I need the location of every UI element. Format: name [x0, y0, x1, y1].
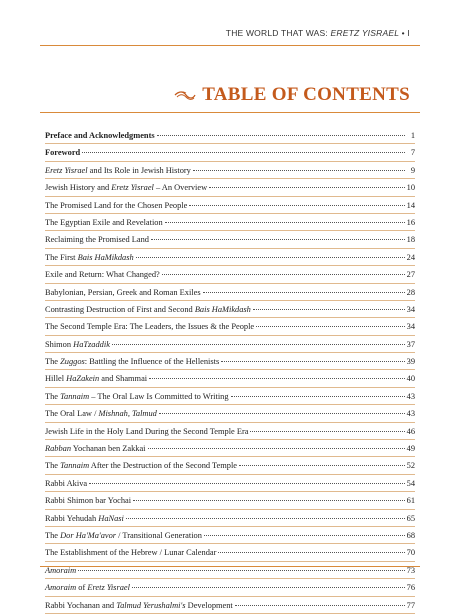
running-head-prefix: THE WORLD THAT WAS:	[225, 28, 331, 38]
toc-entry[interactable]	[45, 284, 415, 301]
toc-entry-title	[45, 405, 157, 422]
toc-entry[interactable]	[45, 127, 415, 144]
toc-dot-leader	[136, 251, 405, 258]
toc-entry[interactable]	[45, 214, 415, 231]
toc-entry-title	[45, 457, 237, 474]
toc-entry-title	[45, 370, 147, 387]
toc-entry-title-part: After the Destruction of the Second Temple	[89, 461, 238, 471]
toc-entry[interactable]	[45, 440, 415, 457]
toc-entry[interactable]	[45, 179, 415, 196]
toc-entry-title-part: Babylonian, Persian, Greek and Roman Exiles	[45, 287, 201, 297]
toc-entry[interactable]	[45, 144, 415, 161]
toc-page-number: 54	[406, 478, 415, 488]
toc-entry-title-part: Dor Ha'Ma'avor	[60, 530, 117, 540]
toc-page-number: 9	[410, 165, 415, 175]
toc-page-number: 52	[406, 461, 415, 471]
toc-page-number: 73	[406, 565, 415, 575]
toc-entry[interactable]	[45, 370, 415, 387]
toc-entry-title	[45, 510, 124, 527]
toc-page-number: 34	[406, 322, 415, 332]
toc-entry-title-part: The	[45, 391, 61, 401]
toc-page-number: 27	[406, 270, 415, 280]
toc-entry-title-part: Jewish Life in the Holy Land During the Second Temple Era	[45, 426, 249, 436]
toc-entry[interactable]	[45, 231, 415, 248]
toc-dot-leader	[193, 164, 405, 171]
toc-entry-title-part: The Establishment of the Hebrew / Lunar Calendar	[45, 548, 217, 558]
toc-page-number: 68	[406, 530, 415, 540]
title-rule	[40, 112, 420, 113]
toc-entry-title-part: Amoraim	[45, 565, 77, 575]
toc-entry-title-part: Reclaiming the Promised Land	[45, 235, 149, 245]
toc-entry-title	[45, 266, 160, 283]
toc-page-number: 1	[410, 131, 415, 140]
toc-entry-title-part: The Second Temple Era: The Leaders, the Issues & the People	[45, 322, 255, 332]
toc-dot-leader	[204, 529, 405, 536]
toc-page-number: 77	[406, 600, 415, 610]
toc-entry[interactable]	[45, 457, 415, 474]
toc-page-number: 76	[406, 583, 415, 593]
toc-entry-title	[45, 179, 207, 196]
toc-entry-title-part: Talmud Yerushalmi's	[116, 600, 186, 610]
toc-dot-leader	[133, 494, 405, 501]
toc-dot-leader	[159, 407, 405, 414]
toc-entry-title-part: Bais HaMikdash	[77, 252, 134, 262]
toc-entry-title-part: : Battling the Influence of the Hellenists	[84, 357, 220, 367]
toc-dot-leader	[112, 338, 405, 345]
toc-entry-title-part: The	[45, 357, 61, 367]
toc-page-number: 18	[406, 235, 415, 245]
toc-entry-title-part: Eretz Yisrael	[45, 165, 88, 175]
toc-dot-leader	[82, 146, 405, 153]
toc-entry-title-part: Jewish History and	[45, 183, 112, 193]
toc-page-number: 7	[410, 148, 415, 158]
toc-page-number: 49	[406, 444, 415, 454]
toc-list	[45, 127, 415, 614]
toc-dot-leader	[253, 303, 405, 310]
toc-entry-title	[45, 127, 155, 144]
toc-entry-title-part: / Transitional Generation	[116, 530, 202, 540]
toc-entry[interactable]	[45, 353, 415, 370]
toc-page-number: 40	[406, 374, 415, 384]
toc-entry[interactable]	[45, 475, 415, 492]
toc-dot-leader	[132, 581, 405, 588]
header-rule	[40, 45, 420, 46]
toc-entry-title-part: Rabbi Yehudah	[45, 513, 99, 523]
toc-dot-leader	[165, 216, 405, 223]
toc-dot-leader	[151, 233, 405, 240]
toc-dot-leader	[250, 425, 404, 432]
toc-entry-title-part: Eretz Yisrael	[111, 183, 154, 193]
toc-dot-leader	[239, 459, 405, 466]
toc-dot-leader	[157, 129, 405, 136]
toc-entry-title-part: of	[76, 583, 88, 593]
toc-entry-title-part: Contrasting Destruction of First and Second	[45, 304, 195, 314]
toc-entry-title-part: Shimon	[45, 339, 74, 349]
toc-page-number: 39	[406, 357, 415, 367]
toc-entry-title	[45, 544, 216, 561]
toc-dot-leader	[89, 477, 405, 484]
toc-dot-leader	[149, 372, 405, 379]
toc-entry-title-part: Rabbi Akiva	[45, 478, 88, 488]
toc-entry-title-part: Rabbi Shimon bar Yochai	[45, 496, 132, 506]
toc-entry[interactable]	[45, 597, 415, 614]
toc-entry[interactable]	[45, 562, 415, 579]
toc-entry[interactable]	[45, 162, 415, 179]
toc-entry-title-part: The Egyptian Exile and Revelation	[45, 217, 163, 227]
toc-entry-title	[45, 492, 131, 509]
page-title-text: TABLE OF CONTENTS	[202, 84, 410, 105]
toc-page-number: 43	[406, 409, 415, 419]
toc-entry[interactable]	[45, 527, 415, 544]
toc-entry-title-part: Zuggos	[60, 357, 85, 367]
toc-entry-title	[45, 197, 187, 214]
toc-entry-title-part: – The Oral Law Is Committed to Writing	[89, 391, 229, 401]
toc-entry-title	[45, 318, 254, 335]
toc-entry[interactable]	[45, 318, 415, 335]
toc-entry-title	[45, 562, 76, 579]
ornament-icon	[174, 90, 196, 100]
toc-entry-title	[45, 231, 149, 248]
toc-entry-title	[45, 301, 251, 318]
toc-entry-title	[45, 440, 146, 457]
toc-entry-title	[45, 284, 201, 301]
toc-entry-title-part: Amoraim	[45, 583, 77, 593]
toc-dot-leader	[189, 199, 404, 206]
toc-entry-title-part: Yochanan ben Zakkai	[71, 444, 146, 454]
toc-dot-leader	[256, 320, 405, 327]
toc-entry-title	[45, 214, 163, 231]
toc-entry-title	[45, 475, 87, 492]
toc-dot-leader	[209, 181, 404, 188]
toc-entry[interactable]	[45, 197, 415, 214]
toc-page-number: 14	[406, 200, 415, 210]
toc-dot-leader	[218, 546, 404, 553]
toc-entry-title	[45, 388, 229, 405]
toc-entry-title-part: The Promised Land for the Chosen People	[45, 200, 188, 210]
toc-entry-title-part: HaNasi	[98, 513, 124, 523]
toc-entry[interactable]	[45, 579, 415, 596]
toc-entry-title-part: Tannaim	[60, 461, 90, 471]
toc-entry-title-part: Rabban	[45, 444, 72, 454]
toc-entry-title-part: The	[45, 530, 61, 540]
toc-page-number: 61	[406, 496, 415, 506]
toc-entry-title	[45, 527, 202, 544]
toc-page-number: 10	[406, 183, 415, 193]
toc-page-number: 70	[406, 548, 415, 558]
toc-entry-title-part: HaZakein	[66, 374, 100, 384]
toc-entry-title-part: Mishnah, Talmud	[98, 409, 157, 419]
footer-rule	[40, 566, 420, 567]
toc-page-number: 37	[406, 339, 415, 349]
toc-page-number: 43	[406, 391, 415, 401]
toc-entry-title-part: Development	[185, 600, 233, 610]
toc-entry-title-part: Bais HaMikdash	[194, 304, 251, 314]
toc-entry[interactable]	[45, 423, 415, 440]
toc-entry-title-part: Eretz Yisrael	[87, 583, 130, 593]
toc-entry-title-part: and Its Role in Jewish History	[87, 165, 191, 175]
toc-page-number: 28	[406, 287, 415, 297]
toc-entry[interactable]	[45, 249, 415, 266]
toc-dot-leader	[203, 286, 405, 293]
page-title	[174, 84, 410, 106]
toc-entry-title-part: The First	[45, 252, 78, 262]
toc-entry-title	[45, 144, 80, 161]
toc-entry[interactable]	[45, 266, 415, 283]
toc-entry[interactable]	[45, 301, 415, 318]
toc-entry-title	[45, 423, 248, 440]
toc-dot-leader	[162, 268, 405, 275]
toc-dot-leader	[221, 355, 404, 362]
toc-entry-title-part: The	[45, 461, 61, 471]
toc-dot-leader	[78, 564, 404, 571]
toc-entry[interactable]	[45, 544, 415, 561]
toc-page-number: 24	[406, 252, 415, 262]
toc-dot-leader	[231, 390, 405, 397]
toc-entry-title-part: Tannaim	[60, 391, 90, 401]
toc-entry[interactable]	[45, 492, 415, 509]
toc-entry-title-part: and Shammai	[99, 374, 148, 384]
toc-entry[interactable]	[45, 336, 415, 353]
toc-entry-title-part: – An Overview	[153, 183, 208, 193]
toc-entry-title-part: HaTzaddik	[73, 339, 110, 349]
toc-page-number: 46	[406, 426, 415, 436]
toc-entry-title-part: Foreword	[45, 148, 81, 158]
toc-entry-title	[45, 579, 130, 596]
running-head-page: • I	[399, 28, 410, 38]
running-head-book-title: ERETZ YISRAEL	[330, 28, 400, 38]
toc-page-number: 34	[406, 304, 415, 314]
toc-dot-leader	[126, 512, 405, 519]
toc-dot-leader	[148, 442, 405, 449]
toc-entry-title-part: Rabbi Yochanan and	[45, 600, 117, 610]
toc-dot-leader	[235, 599, 405, 606]
toc-entry-title	[45, 353, 219, 370]
running-head	[226, 28, 410, 38]
toc-entry-title-part: Preface and Acknowledgments	[45, 131, 155, 140]
toc-page-number: 16	[406, 217, 415, 227]
toc-entry-title-part: Exile and Return: What Changed?	[45, 270, 160, 280]
toc-entry[interactable]	[45, 405, 415, 422]
toc-entry[interactable]	[45, 510, 415, 527]
toc-entry-title-part: The Oral Law /	[45, 409, 99, 419]
toc-entry-title	[45, 249, 134, 266]
toc-entry-title	[45, 162, 191, 179]
toc-entry-title	[45, 597, 233, 614]
toc-entry-title-part: Hillel	[45, 374, 67, 384]
toc-entry[interactable]	[45, 388, 415, 405]
toc-entry-title	[45, 336, 110, 353]
toc-page-number: 65	[406, 513, 415, 523]
